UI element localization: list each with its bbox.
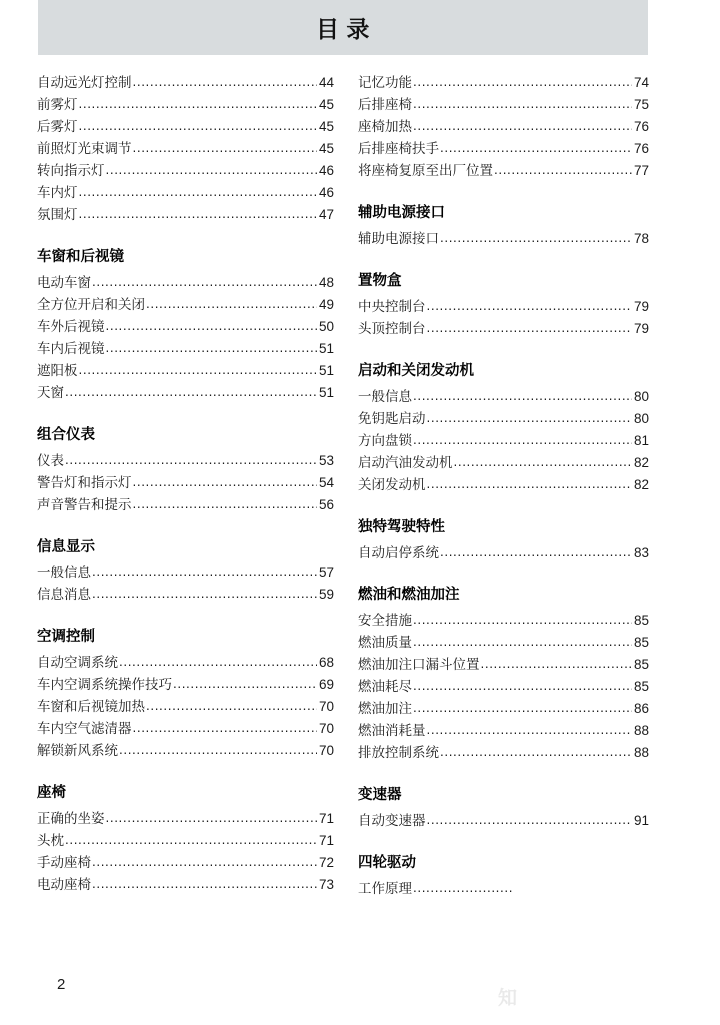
toc-section (358, 519, 649, 564)
toc-dot-leader (440, 139, 632, 153)
toc-entry-page-number: 54 (318, 475, 334, 490)
toc-entry[interactable] (37, 294, 334, 316)
toc-entry[interactable] (358, 474, 649, 496)
toc-dot-leader (92, 875, 317, 889)
toc-entry[interactable] (358, 676, 649, 698)
toc-entry-page-number: 79 (633, 321, 649, 336)
toc-entry-page-number: 86 (633, 701, 649, 716)
toc-entry[interactable] (358, 296, 649, 318)
toc-entry-page-number: 50 (318, 319, 334, 334)
toc-entry-label: 解锁新风系统 (37, 743, 118, 758)
toc-section (358, 273, 649, 340)
toc-dot-leader (133, 139, 317, 153)
toc-entry-page-number: 82 (633, 455, 649, 470)
toc-entry-label: 电动座椅 (37, 877, 91, 892)
toc-entry-page-number: 70 (318, 743, 334, 758)
toc-dot-leader (413, 611, 632, 625)
toc-entry[interactable] (37, 696, 334, 718)
toc-entry-label: 后排座椅扶手 (358, 141, 439, 156)
toc-entry-label: 全方位开启和关闭 (37, 297, 145, 312)
toc-section-heading: 启动和关闭发动机 (358, 363, 474, 379)
toc-dot-leader (79, 183, 317, 197)
toc-dot-leader (65, 451, 317, 465)
toc-section (37, 249, 334, 404)
toc-entry-label: 一般信息 (358, 389, 412, 404)
toc-dot-leader (427, 297, 632, 311)
toc-section-heading: 空调控制 (37, 629, 95, 645)
toc-entry-page-number: 78 (633, 231, 649, 246)
toc-dot-leader (65, 831, 317, 845)
toc-entry[interactable] (37, 94, 334, 116)
toc-dot-leader (413, 95, 632, 109)
toc-section-heading: 独特驾驶特性 (358, 519, 445, 535)
toc-entry-label: 自动远光灯控制 (37, 75, 132, 90)
toc-entry-page-number: 88 (633, 745, 649, 760)
toc-entry[interactable] (358, 878, 649, 900)
page-number: 2 (57, 976, 66, 993)
toc-entry-page-number: 45 (318, 141, 334, 156)
toc-dot-leader (119, 653, 317, 667)
toc-entry[interactable] (37, 182, 334, 204)
toc-section (358, 72, 649, 182)
toc-dot-leader (133, 73, 317, 87)
page-title: 目 录 (316, 16, 370, 42)
toc-section-heading: 四轮驱动 (358, 855, 416, 871)
toc-entry-page-number: 75 (633, 97, 649, 112)
toc-entry-page-number: 68 (318, 655, 334, 670)
toc-entry-label: 车外后视镜 (37, 319, 105, 334)
toc-entry-page-number: 53 (318, 453, 334, 468)
toc-dot-leader (65, 383, 317, 397)
toc-left-column (37, 72, 334, 896)
toc-section (37, 785, 334, 896)
toc-entry-page-number: 73 (318, 877, 334, 892)
toc-entry-page-number: 77 (633, 163, 649, 178)
toc-entry-label: 前雾灯 (37, 97, 78, 112)
toc-entry[interactable] (37, 830, 334, 852)
toc-dot-leader (92, 273, 317, 287)
toc-entry[interactable] (37, 740, 334, 762)
toc-section (358, 587, 649, 764)
toc-right-column (358, 72, 649, 900)
toc-section (37, 427, 334, 516)
toc-dot-leader (440, 229, 632, 243)
toc-entry-label: 正确的坐姿 (37, 811, 105, 826)
toc-dot-leader (79, 205, 317, 219)
toc-entry-page-number: 71 (318, 833, 334, 848)
toc-entry[interactable] (358, 116, 649, 138)
toc-entry[interactable] (358, 610, 649, 632)
toc-entry[interactable] (37, 138, 334, 160)
toc-entry[interactable] (358, 138, 649, 160)
toc-entry-label: 警告灯和指示灯 (37, 475, 132, 490)
toc-entry[interactable] (358, 632, 649, 654)
toc-dot-leader (413, 431, 632, 445)
toc-dot-leader (92, 563, 317, 577)
toc-entry-page-number: 85 (633, 635, 649, 650)
toc-dot-leader (133, 719, 317, 733)
toc-section-heading: 车窗和后视镜 (37, 249, 124, 265)
toc-entry-page-number: 74 (633, 75, 649, 90)
toc-entry-page-number: 88 (633, 723, 649, 738)
toc-entry-label: 燃油质量 (358, 635, 412, 650)
toc-entry-label: 一般信息 (37, 565, 91, 580)
toc-entry-page-number: 69 (318, 677, 334, 692)
toc-entry-label: 前照灯光束调节 (37, 141, 132, 156)
toc-entry[interactable] (358, 720, 649, 742)
toc-entry-label: 车内后视镜 (37, 341, 105, 356)
toc-section (37, 72, 334, 226)
toc-entry-page-number: 48 (318, 275, 334, 290)
toc-dot-leader (79, 361, 317, 375)
page-header-bar (38, 0, 648, 55)
toc-dot-leader (92, 585, 317, 599)
toc-entry-label: 氛围灯 (37, 207, 78, 222)
toc-dot-leader (119, 741, 317, 755)
toc-entry-page-number: 51 (318, 363, 334, 378)
toc-entry-page-number: 59 (318, 587, 334, 602)
toc-entry[interactable] (37, 718, 334, 740)
toc-entry-page-number: 49 (318, 297, 334, 312)
toc-entry-label: 信息消息 (37, 587, 91, 602)
toc-entry[interactable] (358, 430, 649, 452)
toc-entry[interactable] (358, 408, 649, 430)
toc-entry-label: 排放控制系统 (358, 745, 439, 760)
toc-dot-leader (173, 675, 317, 689)
toc-entry[interactable] (37, 272, 334, 294)
toc-dot-leader (146, 697, 317, 711)
toc-dot-leader (413, 387, 632, 401)
toc-entry-label: 燃油消耗量 (358, 723, 426, 738)
toc-section-heading: 座椅 (37, 785, 66, 801)
toc-entry[interactable] (37, 160, 334, 182)
toc-entry-label: 电动车窗 (37, 275, 91, 290)
toc-entry-page-number: 46 (318, 185, 334, 200)
toc-entry[interactable] (37, 472, 334, 494)
toc-dot-leader (481, 655, 632, 669)
toc-dot-leader (413, 633, 632, 647)
toc-entry-page-number: 45 (318, 119, 334, 134)
toc-entry-label: 工作原理 (358, 881, 412, 896)
toc-dot-leader (413, 879, 513, 893)
toc-section-heading: 信息显示 (37, 539, 95, 555)
toc-section (37, 539, 334, 606)
toc-entry[interactable] (37, 874, 334, 896)
toc-entry-label: 将座椅复原至出厂位置 (358, 163, 493, 178)
toc-entry-page-number: 80 (633, 389, 649, 404)
toc-entry-page-number: 85 (633, 657, 649, 672)
toc-entry-page-number: 80 (633, 411, 649, 426)
toc-dot-leader (413, 677, 632, 691)
toc-entry[interactable] (37, 652, 334, 674)
toc-dot-leader (106, 339, 317, 353)
toc-entry-page-number: 79 (633, 299, 649, 314)
toc-entry[interactable] (358, 542, 649, 564)
toc-entry[interactable] (37, 562, 334, 584)
toc-entry[interactable] (37, 116, 334, 138)
toc-entry[interactable] (358, 452, 649, 474)
toc-entry-label: 车窗和后视镜加热 (37, 699, 145, 714)
toc-dot-leader (413, 73, 632, 87)
toc-entry-label: 启动汽油发动机 (358, 455, 453, 470)
toc-entry-page-number: 82 (633, 477, 649, 492)
toc-entry-label: 辅助电源接口 (358, 231, 439, 246)
toc-entry-label: 燃油加注 (358, 701, 412, 716)
toc-entry-page-number: 81 (633, 433, 649, 448)
toc-dot-leader (427, 319, 632, 333)
toc-entry[interactable] (37, 494, 334, 516)
toc-entry-page-number: 85 (633, 679, 649, 694)
toc-entry[interactable] (358, 228, 649, 250)
toc-entry-page-number: 76 (633, 141, 649, 156)
toc-entry-page-number: 70 (318, 721, 334, 736)
toc-entry-label: 手动座椅 (37, 855, 91, 870)
toc-entry[interactable] (37, 584, 334, 606)
toc-entry-label: 天窗 (37, 385, 64, 400)
toc-entry-page-number: 56 (318, 497, 334, 512)
toc-section (358, 787, 649, 832)
toc-entry[interactable] (358, 810, 649, 832)
toc-entry-label: 后雾灯 (37, 119, 78, 134)
toc-dot-leader (413, 117, 632, 131)
toc-dot-leader (440, 743, 632, 757)
toc-entry-label: 关闭发动机 (358, 477, 426, 492)
toc-entry[interactable] (358, 160, 649, 182)
toc-entry[interactable] (358, 698, 649, 720)
toc-entry[interactable] (37, 72, 334, 94)
toc-entry-label: 车内空调系统操作技巧 (37, 677, 172, 692)
toc-entry[interactable] (37, 382, 334, 404)
toc-entry[interactable] (37, 316, 334, 338)
toc-entry-page-number: 46 (318, 163, 334, 178)
toc-entry[interactable] (358, 742, 649, 764)
toc-entry-page-number: 51 (318, 341, 334, 356)
toc-entry-label: 转向指示灯 (37, 163, 105, 178)
toc-entry[interactable] (358, 318, 649, 340)
toc-dot-leader (106, 809, 317, 823)
toc-entry-page-number: 57 (318, 565, 334, 580)
toc-dot-leader (427, 811, 632, 825)
toc-entry-page-number: 76 (633, 119, 649, 134)
toc-dot-leader (440, 543, 632, 557)
toc-entry-label: 车内空气滤清器 (37, 721, 132, 736)
toc-entry[interactable] (37, 360, 334, 382)
toc-entry-label: 声音警告和提示 (37, 497, 132, 512)
toc-entry-label: 自动空调系统 (37, 655, 118, 670)
toc-dot-leader (427, 475, 632, 489)
toc-entry-page-number: 51 (318, 385, 334, 400)
toc-entry-page-number: 72 (318, 855, 334, 870)
toc-entry-label: 安全措施 (358, 613, 412, 628)
toc-entry-label: 燃油耗尽 (358, 679, 412, 694)
toc-dot-leader (494, 161, 632, 175)
toc-section (37, 629, 334, 762)
toc-section (358, 855, 649, 900)
toc-section-heading: 组合仪表 (37, 427, 95, 443)
toc-entry-label: 方向盘锁 (358, 433, 412, 448)
toc-entry[interactable] (37, 204, 334, 226)
toc-entry-page-number: 83 (633, 545, 649, 560)
toc-entry[interactable] (358, 72, 649, 94)
toc-dot-leader (79, 95, 317, 109)
toc-dot-leader (92, 853, 317, 867)
toc-entry-page-number: 91 (633, 813, 649, 828)
toc-dot-leader (79, 117, 317, 131)
toc-entry-page-number: 70 (318, 699, 334, 714)
toc-entry-page-number: 47 (318, 207, 334, 222)
toc-entry[interactable] (37, 674, 334, 696)
toc-section-heading: 变速器 (358, 787, 402, 803)
toc-entry-label: 自动启停系统 (358, 545, 439, 560)
toc-entry[interactable] (358, 386, 649, 408)
toc-section (358, 363, 649, 496)
toc-section (358, 205, 649, 250)
toc-dot-leader (413, 699, 632, 713)
toc-dot-leader (146, 295, 317, 309)
toc-section-heading: 置物盒 (358, 273, 402, 289)
toc-entry[interactable] (358, 94, 649, 116)
watermark-glyph: 知 (498, 988, 518, 1009)
toc-entry-label: 记忆功能 (358, 75, 412, 90)
toc-entry-label: 自动变速器 (358, 813, 426, 828)
toc-entry-label: 头顶控制台 (358, 321, 426, 336)
toc-entry-page-number: 44 (318, 75, 334, 90)
toc-entry[interactable] (37, 808, 334, 830)
toc-entry-label: 仪表 (37, 453, 64, 468)
toc-dot-leader (106, 317, 317, 331)
toc-entry[interactable] (37, 338, 334, 360)
toc-section-heading: 辅助电源接口 (358, 205, 445, 221)
toc-dot-leader (106, 161, 317, 175)
toc-entry-label: 燃油加注口漏斗位置 (358, 657, 480, 672)
toc-entry[interactable] (37, 450, 334, 472)
toc-entry-label: 遮阳板 (37, 363, 78, 378)
toc-dot-leader (133, 495, 317, 509)
toc-dot-leader (427, 721, 632, 735)
toc-section-heading: 燃油和燃油加注 (358, 587, 460, 603)
toc-entry-label: 车内灯 (37, 185, 78, 200)
toc-dot-leader (454, 453, 632, 467)
toc-entry[interactable] (358, 654, 649, 676)
toc-dot-leader (133, 473, 317, 487)
toc-entry-page-number: 71 (318, 811, 334, 826)
toc-entry-page-number: 85 (633, 613, 649, 628)
toc-dot-leader (427, 409, 632, 423)
toc-entry-page-number: 45 (318, 97, 334, 112)
toc-entry-label: 后排座椅 (358, 97, 412, 112)
toc-entry-label: 中央控制台 (358, 299, 426, 314)
toc-entry[interactable] (37, 852, 334, 874)
toc-entry-label: 头枕 (37, 833, 64, 848)
toc-entry-label: 免钥匙启动 (358, 411, 426, 426)
toc-entry-label: 座椅加热 (358, 119, 412, 134)
